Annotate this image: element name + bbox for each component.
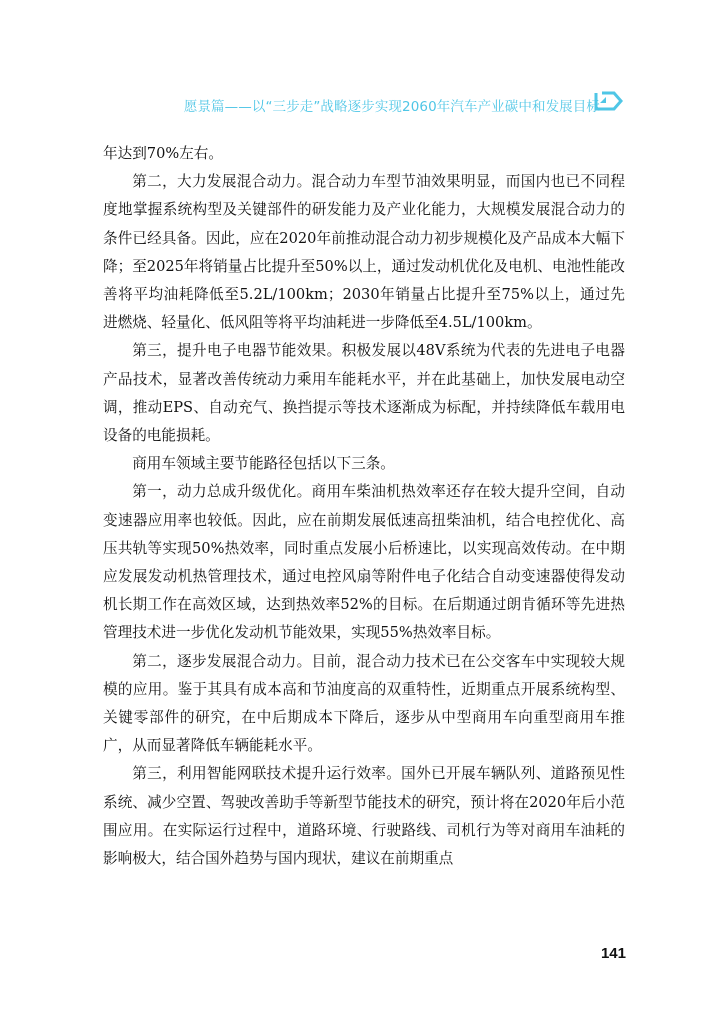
chevron-arrow-logo-icon [594,89,624,113]
running-header: 愿景篇——以“三步走”战略逐步实现2060年汽车产业碳中和发展目标 [183,99,600,115]
paragraph-continuation: 年达到70%左右。 [103,145,223,162]
paragraph: 第一，动力总成升级优化。商用车柴油机热效率还存在较大提升空间，自动变速器应用率也较低。因此，应在前期发展低速高扭柴油机，结合电控优化、高压共轨等实现50%热效率，同时重点发展小后桥速比，以实现高效传动。在中期应发展发动机热管理技术，通过电控风扇等附件电子化结合自动变速器使得发动机长期工作在高效区域，达到热效率52%的目标。在后期通过朗肯循环等先进热管理技术进一步优化发动机节能效果，实现55%热效率目标。 [103,483,625,642]
paragraph: 第二，大力发展混合动力。混合动力车型节油效果明显，而国内也已不同程度地掌握系统构型及关键部件的研发能力及产业化能力，大规模发展混合动力的条件已经具备。因此，应在2020年前推动混合动力初步规模化及产品成本大幅下降；至2025年将销量占比提升至50%以上，通过发动机优化及电机、电池性能改善将平均油耗降低至5.2L/100km；2030年销量占比提升至75%以上，通过先进燃烧、轻量化、低风阻等将平均油耗进一步降低至4.5L/100km。 [103,173,625,332]
paragraph: 商用车领域主要节能路径包括以下三条。 [132,455,395,473]
paragraph: 第二，逐步发展混合动力。目前，混合动力技术已在公交客车中实现较大规模的应用。鉴于其具有成本高和节油度高的双重特性，近期重点开展系统构型、关键零部件的研究，在中后期成本下降后，逐步从中型商用车向重型商用车推广，从而显著降低车辆能耗水平。 [103,652,625,755]
paragraph: 第三，提升电子电器节能效果。积极发展以48V系统为代表的先进电子电器产品技术，显著改善传统动力乘用车能耗水平，并在此基础上，加快发展电动空调，推动EPS、自动充气、换挡提示等技术逐渐成为标配，并持续降低车载用电设备的电能损耗。 [103,342,625,445]
page-number: 141 [600,945,626,962]
paragraph: 第三，利用智能网联技术提升运行效率。国外已开展车辆队列、道路预见性系统、减少空置、驾驶改善助手等新型节能技术的研究，预计将在2020年后小范围应用。在实际运行过程中，道路环境、行驶路线、司机行为等对商用车油耗的影响极大，结合国外趋势与国内现状，建议在前期重点 [103,765,625,868]
body-text [103,140,625,873]
